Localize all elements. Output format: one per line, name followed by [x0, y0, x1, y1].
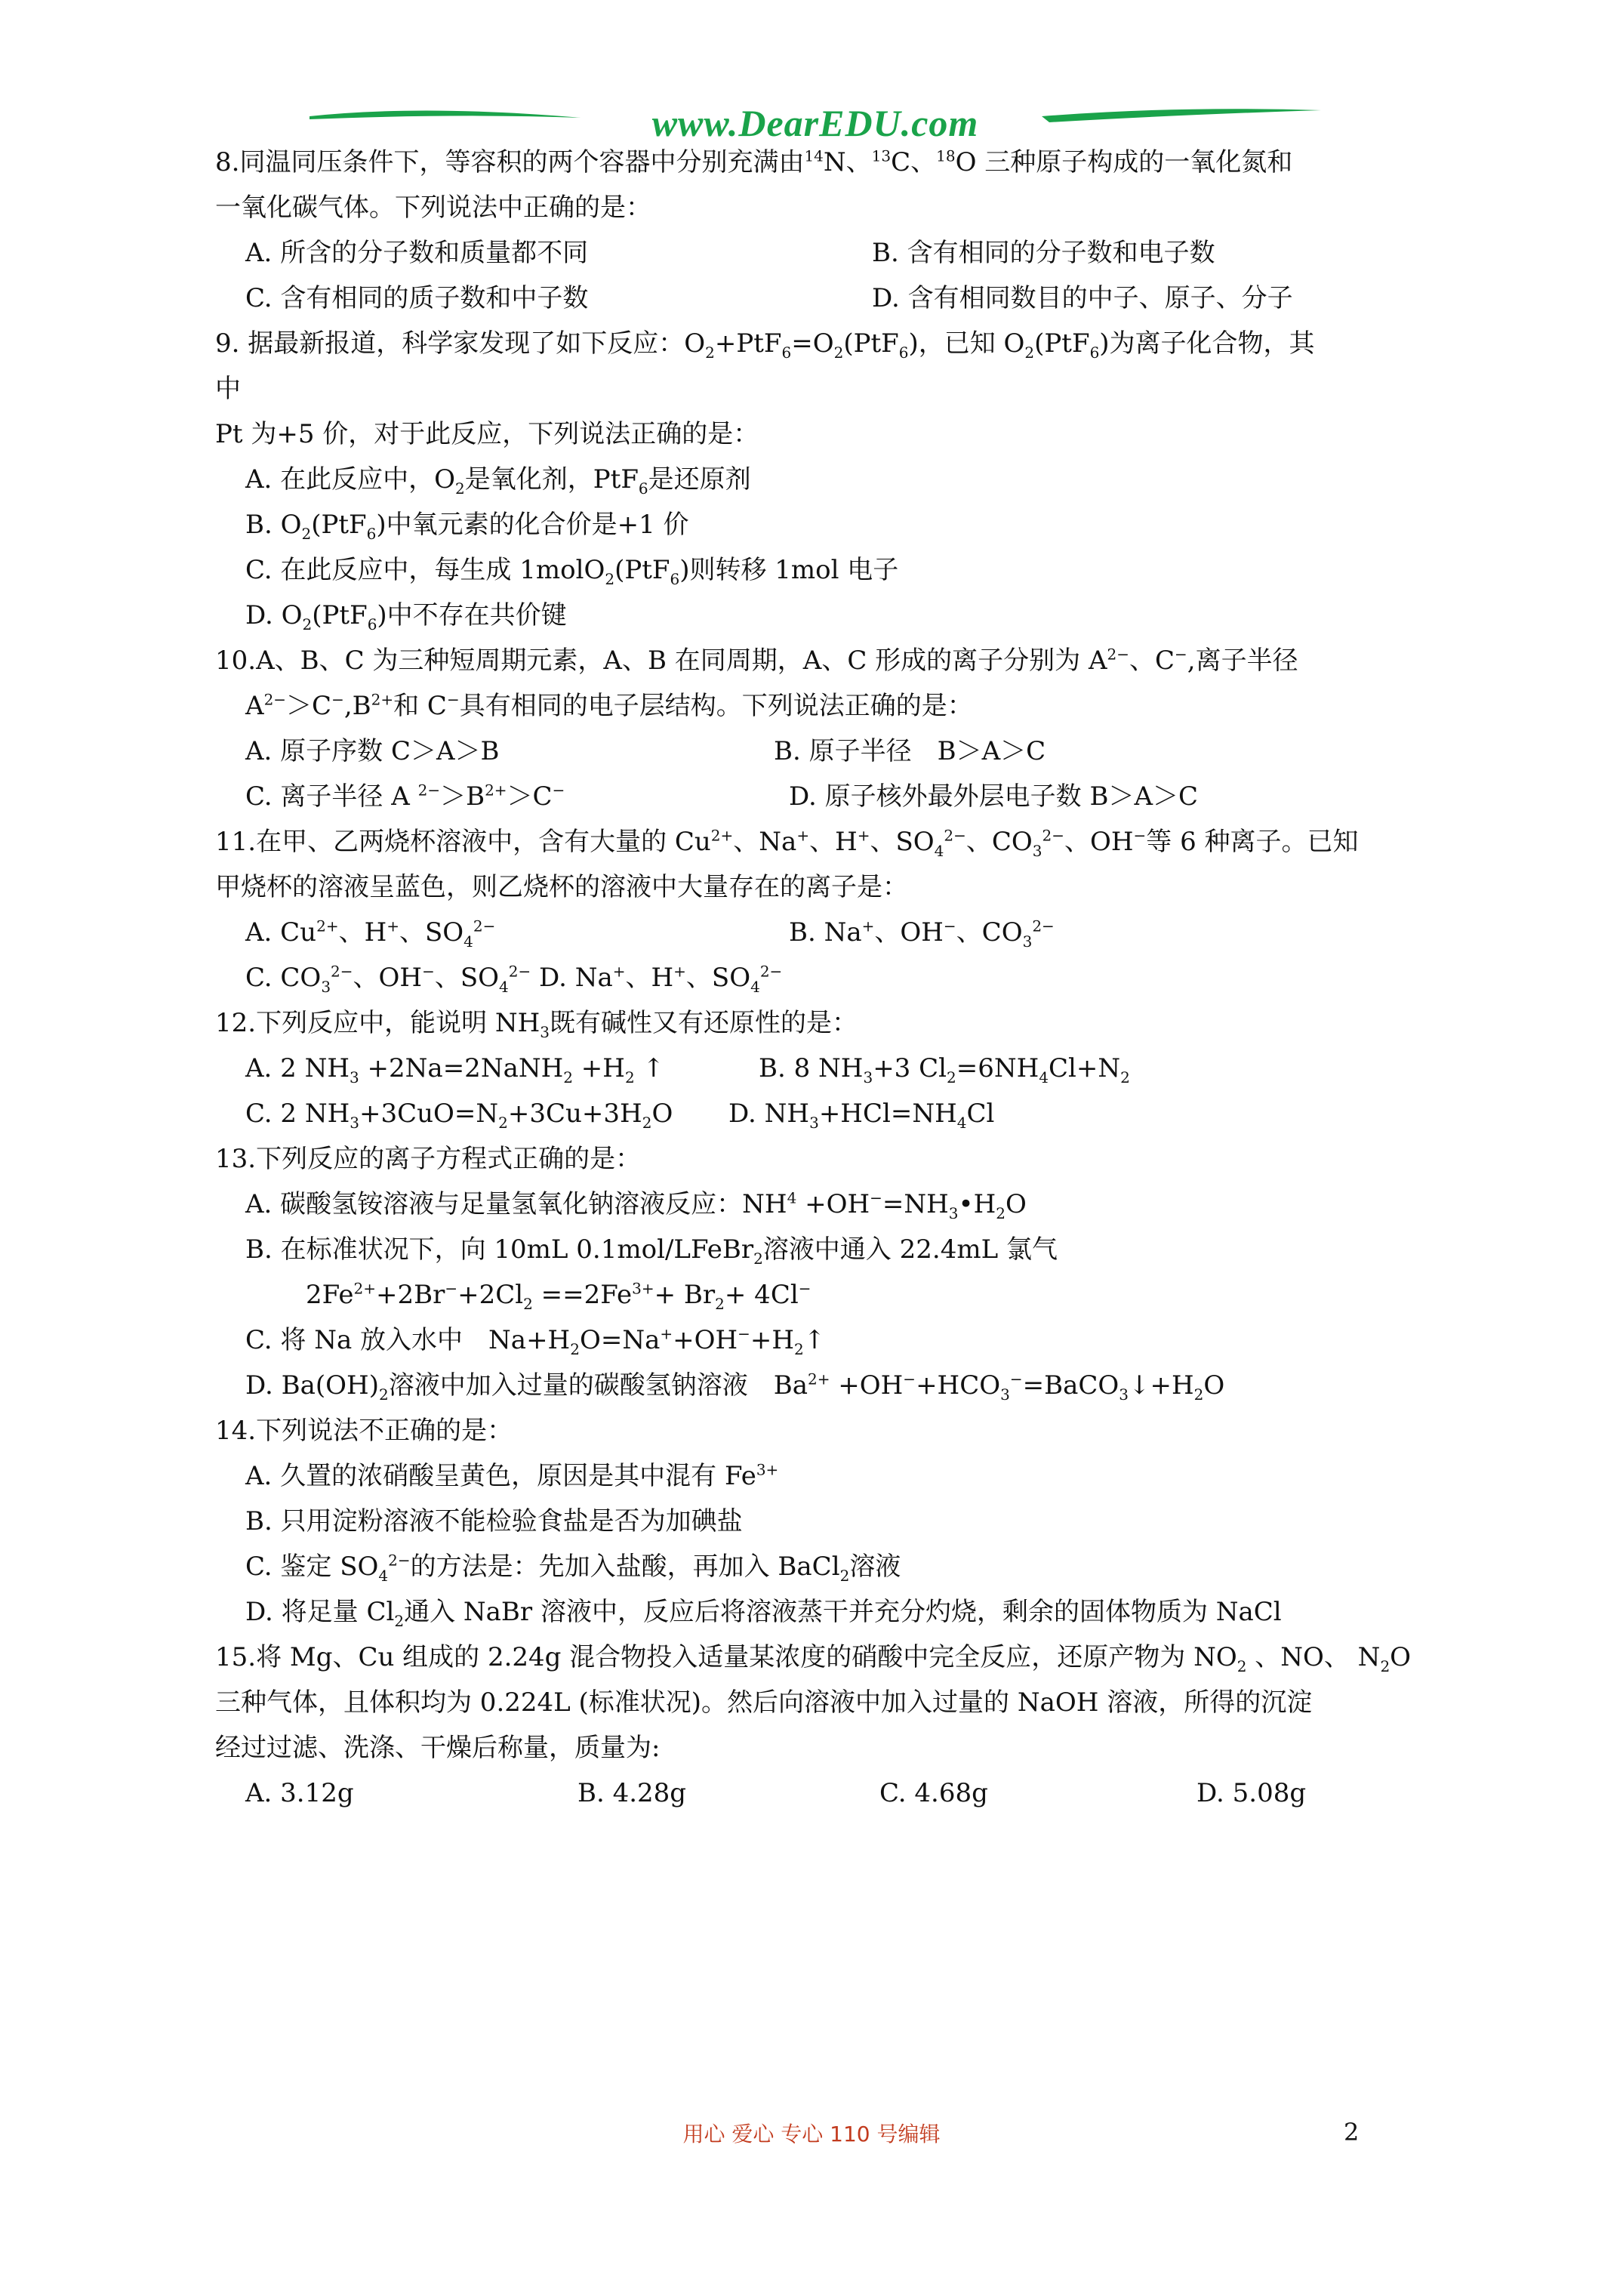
- q13-option-a: A. 碳酸氢铵溶液与足量氢氧化钠溶液反应：$NH^4$ $+OH^-=NH_3•H_2O$: [245, 1188, 1027, 1222]
- footer-slogan: 用心 爱心 专心 110 号编辑: [682, 2122, 941, 2147]
- q9-option-b: B. $O_2(PtF_6)$中氧元素的化合价是+1 价: [245, 510, 689, 543]
- q13-stem: 13.下列反应的离子方程式正确的是：: [215, 1144, 642, 1174]
- page-footer: [0, 2118, 1623, 2148]
- q14-option-b: B. 只用淀粉溶液不能检验食盐是否为加碘盐: [245, 1506, 743, 1536]
- q8-stem-line2: 一氧化碳气体。下列说法中正确的是：: [215, 193, 651, 223]
- q12-options-ab: A. 2 $NH_3$ +2Na=2NaNH$_2$ $+H_2$ ↑ B. 8 $NH_3+3$ $Cl_2=6NH_4Cl+N_2$: [245, 1053, 1130, 1086]
- site-logo-text: www.DearEDU.com: [651, 102, 979, 144]
- q12-options-cd: C. 2 $NH_3+3CuO=N_2+3Cu+3H_2O$ D. $NH_3+HCl=NH_4Cl$: [245, 1099, 995, 1132]
- q10-options-ab: A. 原子序数 C＞A＞B B. 原子半径 B＞A＞C: [245, 736, 1046, 766]
- q13-option-b-equation: $2Fe^{2+}+2Br^-+2Cl_2 ==2Fe^{3+}+ Br_2+ 4Cl^-$: [306, 1279, 812, 1313]
- q11-stem-line2: 甲烧杯的溶液呈蓝色，则乙烧杯的溶液中大量存在的离子是：: [215, 872, 908, 902]
- q13-option-c: C. 将 Na 放入水中 $Na+H_2O=Na^++OH^-+H_2↑$: [245, 1324, 826, 1358]
- q8-options-ab: A. 所含的分子数和质量都不同 B. 含有相同的分子数和电子数: [245, 238, 1215, 268]
- q11-options-cd: C. $CO_3^{2-}$、OH−、$SO_4^{2-}$ D. Na+、H+、$SO_4^{2-}$: [245, 962, 783, 996]
- q14-option-c: C. 鉴定 $SO_4^{2-}$的方法是：先加入盐酸，再加入 BaCl$_2$溶液: [245, 1551, 901, 1585]
- q14-option-a: A. 久置的浓硝酸呈黄色，原因是其中混有 $Fe^{3+}$: [245, 1460, 779, 1491]
- q14-option-d: D. 将足量 $Cl_2$通入 NaBr 溶液中，反应后将溶液蒸干并充分灼烧，剩余的固体物质为 NaCl: [245, 1597, 1282, 1630]
- q11-stem-line1: 11.在甲、乙两烧杯溶液中，含有大量的 $Cu^{2+}$、Na+、H+、$SO_4^{2-}$、$CO_3^{2-}$、OH−等 6 种离子。已知: [215, 826, 1359, 860]
- q15-stem-line1: 15.将 Mg、Cu 组成的 2.24g 混合物投入适量某浓度的硝酸中完全反应，还原产物为 $NO_2$ 、NO、 $N_2O$: [215, 1642, 1412, 1675]
- q15-stem-line2: 三种气体，且体积均为 0.224L (标准状况)。然后向溶液中加入过量的 NaOH 溶液，所得的沉淀: [215, 1687, 1313, 1718]
- q10-stem-line2: $A^{2-}>C^-,B^{2+}$和 C−具有相同的电子层结构。下列说法正确的是：: [245, 690, 973, 721]
- q9-stem-line2: 中: [215, 374, 241, 404]
- q15-options: A. 3.12g B. 4.28g C. 4.68g D. 5.08g: [245, 1778, 1307, 1808]
- q13-option-b: B. 在标准状况下，向 10mL 0.1mol/LFeBr$_2$溶液中通入 22.4mL 氯气: [245, 1234, 1058, 1268]
- q9-option-d: D. $O_2(PtF_6)$中不存在共价键: [245, 600, 567, 633]
- q11-options-ab: A. $Cu^{2+}$、H+、$SO_4^{2-}$ B. Na+、OH−、$CO_3^{2-}$: [245, 917, 1055, 951]
- q13-option-d: D. $Ba(OH)_2$溶液中加入过量的碳酸氢钠溶液 $Ba^{2+}$ $+OH^-+HCO_3^-=BaCO_3↓+H_2O$: [245, 1370, 1225, 1404]
- q9-stem-line1: 9. 据最新报道，科学家发现了如下反应：$O_2+PtF_6=O_2(PtF_6)$，已知 $O_2(PtF_6)$为离子化合物，其: [215, 328, 1315, 362]
- q15-stem-line3: 经过过滤、洗涤、干燥后称量，质量为:: [215, 1733, 661, 1763]
- q8-options-cd: C. 含有相同的质子数和中子数 D. 含有相同数目的中子、原子、分子: [245, 283, 1293, 313]
- q10-options-cd: C. 离子半径 A $^{2-}>B^{2+}>C^-$ D. 原子核外最外层电子数 B＞A＞C: [245, 781, 1199, 812]
- q9-option-a: A. 在此反应中，$O_2$是氧化剂，PtF$_6$是还原剂: [245, 464, 751, 498]
- q9-option-c: C. 在此反应中，每生成 1molO$_2$(PtF$_6$)则转移 1mol 电子: [245, 555, 899, 588]
- q8-stem-line1: 8.同温同压条件下，等容积的两个容器中分别充满由$^{14}$N、$^{13}$C、$^{18}$O 三种原子构成的一氧化氮和: [215, 146, 1293, 177]
- question-content: [215, 140, 1423, 1816]
- q12-stem: 12.下列反应中，能说明 $NH_3$既有碱性又有还原性的是：: [215, 1008, 858, 1041]
- page-number: 2: [1344, 2118, 1360, 2147]
- q14-stem: 14.下列说法不正确的是：: [215, 1416, 513, 1446]
- q9-stem-line3: Pt 为+5 价，对于此反应，下列说法正确的是：: [215, 419, 759, 449]
- q10-stem-line1: 10.A、B、C 为三种短周期元素，A、B 在同周期，A、C 形成的离子分别为 $A^{2-}$、C−,离子半径: [215, 645, 1298, 676]
